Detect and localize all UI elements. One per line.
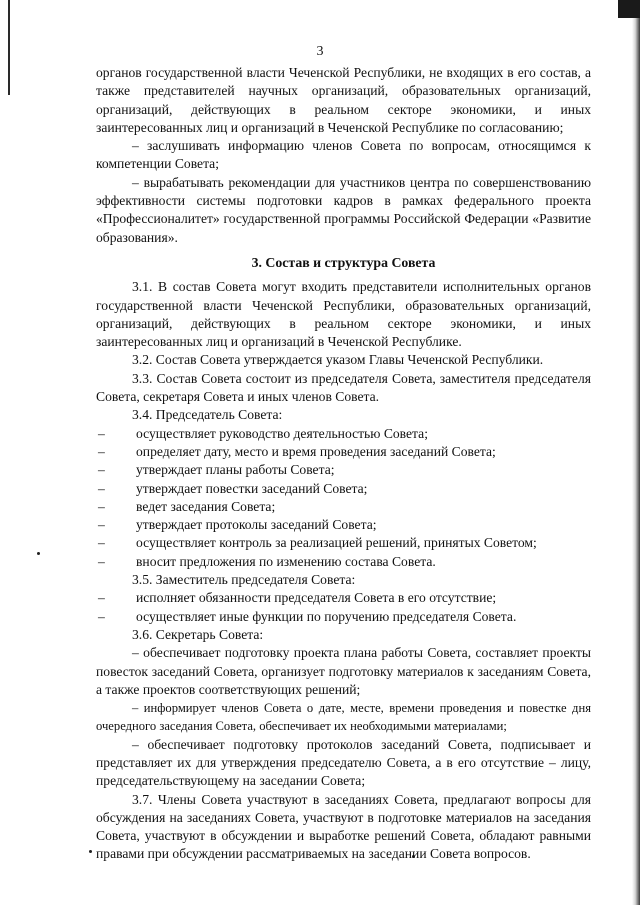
list-item-text: осуществляет иные функции по поручению председателя Совета. xyxy=(136,608,517,624)
dash-marker: – xyxy=(98,480,105,496)
list-item xyxy=(96,443,591,461)
list-item-text: – обеспечивает подготовку протоколов заседаний Совета, подписывает и представляет их для утверждения председателю Совета, а в его отсутствие – лицу, председательствующему на заседании Совета; xyxy=(96,736,591,789)
list-item xyxy=(96,425,591,443)
list-item-text: – обеспечивает подготовку проекта плана работы Совета, составляет проекты повесток заседаний Совета, организует подготовку материалов к заседаниям Совета, а также проектов соответствующих решений; xyxy=(96,645,591,697)
deputy-duties-list xyxy=(96,589,591,626)
dash-marker: – xyxy=(98,535,105,551)
scan-edge-right xyxy=(632,0,640,905)
list-item-text: утверждает повестки заседаний Совета; xyxy=(136,480,368,496)
list-item xyxy=(96,498,591,516)
list-item-text: – информирует членов Совета о дате, месте, времени проведения и повестке дня очередного заседания Совета, обеспечивает их необходимыми материалами; xyxy=(96,701,591,734)
list-item-text: утверждает планы работы Совета; xyxy=(136,462,335,478)
list-item xyxy=(96,553,591,571)
list-item-text: утверждает протоколы заседаний Совета; xyxy=(136,517,377,533)
intro-paragraph: – вырабатывать рекомендации для участников центра по совершенствованию эффективности системы подготовки кадров в рамках федерального проекта «Профессионалитет» государственной программы Российской Федерации «Развитие образования». xyxy=(96,174,591,245)
dash-marker: – xyxy=(98,462,105,478)
secretary-duties-list xyxy=(96,644,591,790)
scan-speck xyxy=(37,552,40,555)
scan-corner xyxy=(618,0,640,18)
list-item xyxy=(96,608,591,626)
dash-marker: – xyxy=(98,608,105,624)
dash-marker: – xyxy=(98,517,105,533)
section-heading: 3. Состав и структура Совета xyxy=(251,254,436,270)
clause-3-5: 3.5. Заместитель председателя Совета: xyxy=(132,572,356,588)
dash-marker: – xyxy=(98,553,105,569)
scan-speck xyxy=(89,850,92,853)
list-item-text: ведет заседания Совета; xyxy=(136,498,276,514)
list-item-text: осуществляет контроль за реализацией решений, принятых Советом; xyxy=(136,535,537,551)
list-item xyxy=(96,534,591,552)
clause-3-6: 3.6. Секретарь Совета: xyxy=(132,626,264,642)
clause-3-1: 3.1. В состав Совета могут входить представители исполнительных органов государственной власти Чеченской Республики, образовательных организаций, организаций, действующих в реальном секторе экономики, и иных заинтересованных лиц и организаций в Чеченской Республике. xyxy=(96,279,591,350)
clause-3-2: 3.2. Состав Совета утверждается указом Главы Чеченской Республики. xyxy=(132,352,544,368)
intro-paragraph: органов государственной власти Чеченской Республики, не входящих в его состав, а также представителей научных организаций, образовательных организаций, организаций, действующих в реальном секторе экономики, и иных заинтересованных лиц и организаций в Чеченской Республике по согласованию; xyxy=(96,65,591,135)
list-item xyxy=(96,589,591,607)
dash-marker: – xyxy=(98,425,105,441)
dash-marker: – xyxy=(98,498,105,514)
document-body xyxy=(96,64,591,864)
chair-duties-list xyxy=(96,425,591,571)
list-item xyxy=(96,516,591,534)
list-item-text: вносит предложения по изменению состава Совета. xyxy=(136,553,436,569)
page-number: 3 xyxy=(316,44,324,59)
list-item-text: определяет дату, место и время проведения заседаний Совета; xyxy=(136,443,496,459)
clause-3-4: 3.4. Председатель Совета: xyxy=(132,407,283,423)
list-item-text: исполняет обязанности председателя Совета в его отсутствие; xyxy=(136,590,497,606)
list-item-text: осуществляет руководство деятельностью Совета; xyxy=(136,425,428,441)
list-item xyxy=(96,480,591,498)
clause-3-3: 3.3. Состав Совета состоит из председателя Совета, заместителя председателя Совета, секретаря Совета и иных членов Совета. xyxy=(96,370,591,405)
intro-paragraph: – заслушивать информацию членов Совета по вопросам, относящимся к компетенции Совета; xyxy=(96,138,591,172)
dash-marker: – xyxy=(98,443,105,459)
list-item xyxy=(96,461,591,479)
dash-marker: – xyxy=(98,590,105,606)
clause-3-7: 3.7. Члены Совета участвуют в заседаниях Совета, предлагают вопросы для обсуждения на заседаниях Совета, участвуют в подготовке материалов на заседания Совета, участвуют в обсуждении и выработке решений Совета, обладают равными правами при обсуждении рассматриваемых на заседании Совета вопросов. xyxy=(96,791,591,862)
